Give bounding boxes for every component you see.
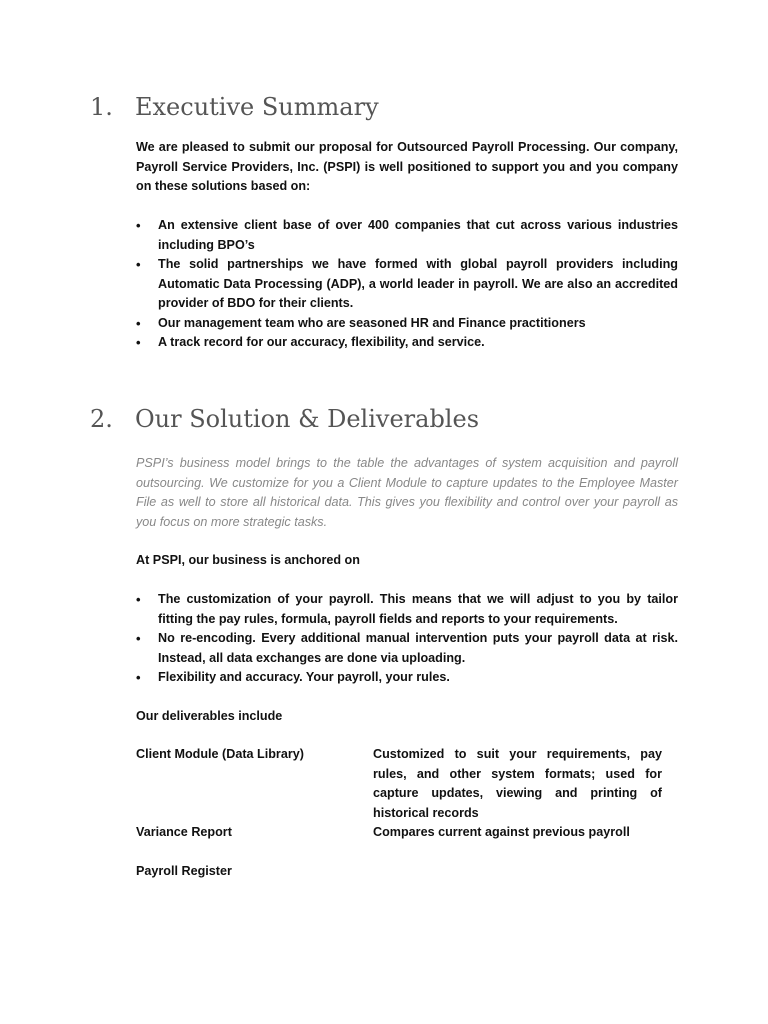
section-1-number: 1. [90, 93, 113, 121]
bullet-icon: • [136, 335, 141, 350]
section-1-heading [90, 93, 379, 121]
list-item: • No re-encoding. Every additional manual intervention puts your payroll data at risk. Instead, all data exchanges are done via uploading. [136, 631, 678, 665]
deliverable-name: Client Module (Data Library) [136, 747, 304, 761]
bullet-icon: • [136, 670, 141, 685]
bullet-icon: • [136, 631, 141, 646]
deliverables-label: Our deliverables include [136, 709, 283, 723]
section-2-bullet-list [136, 590, 678, 688]
deliverable-description: Compares current against previous payroll [373, 825, 630, 839]
bullet-icon: • [136, 592, 141, 607]
section-1-intro: We are pleased to submit our proposal for Outsourced Payroll Processing. Our company, Payroll Service Providers, Inc. (PSPI) is well positioned to support you and you company on these solutions based on: [136, 140, 678, 193]
section-2-title: Our Solution & Deliverables [135, 405, 480, 433]
bullet-icon: • [136, 257, 141, 272]
list-item: • Our management team who are seasoned HR and Finance practitioners [136, 314, 678, 334]
section-1-bullet-list [136, 216, 678, 353]
list-item: • An extensive client base of over 400 companies that cut across various industries including BPO’s [136, 218, 678, 252]
list-item: • The solid partnerships we have formed with global payroll providers including Automatic Data Processing (ADP), a world leader in payroll. We are also an accredited provider of BDO for their clients. [136, 257, 678, 310]
section-2-heading [90, 405, 479, 433]
list-item: • The customization of your payroll. This means that we will adjust to you by tailor fitting the pay rules, formula, payroll fields and reports to your requirements. [136, 592, 678, 626]
section-1-title: Executive Summary [135, 93, 379, 121]
section-2-number: 2. [90, 405, 113, 433]
deliverable-name: Payroll Register [136, 864, 232, 878]
list-item: • A track record for our accuracy, flexibility, and service. [136, 333, 678, 353]
bullet-icon: • [136, 315, 141, 331]
deliverable-name: Variance Report [136, 825, 232, 839]
section-2-intro: PSPI’s business model brings to the table the advantages of system acquisition and payroll outsourcing. We customize for you a Client Module to capture updates to the Employee Master File as well to store all historical data. This gives you flexibility and control over your payroll as you focus on more strategic tasks. [136, 456, 678, 529]
list-item: • Flexibility and accuracy. Your payroll, your rules. [136, 668, 678, 688]
anchored-label: At PSPI, our business is anchored on [136, 553, 360, 567]
deliverable-description: Customized to suit your requirements, pay rules, and other system formats; used for capture updates, viewing and printing of historical records [373, 747, 662, 820]
bullet-icon: • [136, 218, 141, 233]
